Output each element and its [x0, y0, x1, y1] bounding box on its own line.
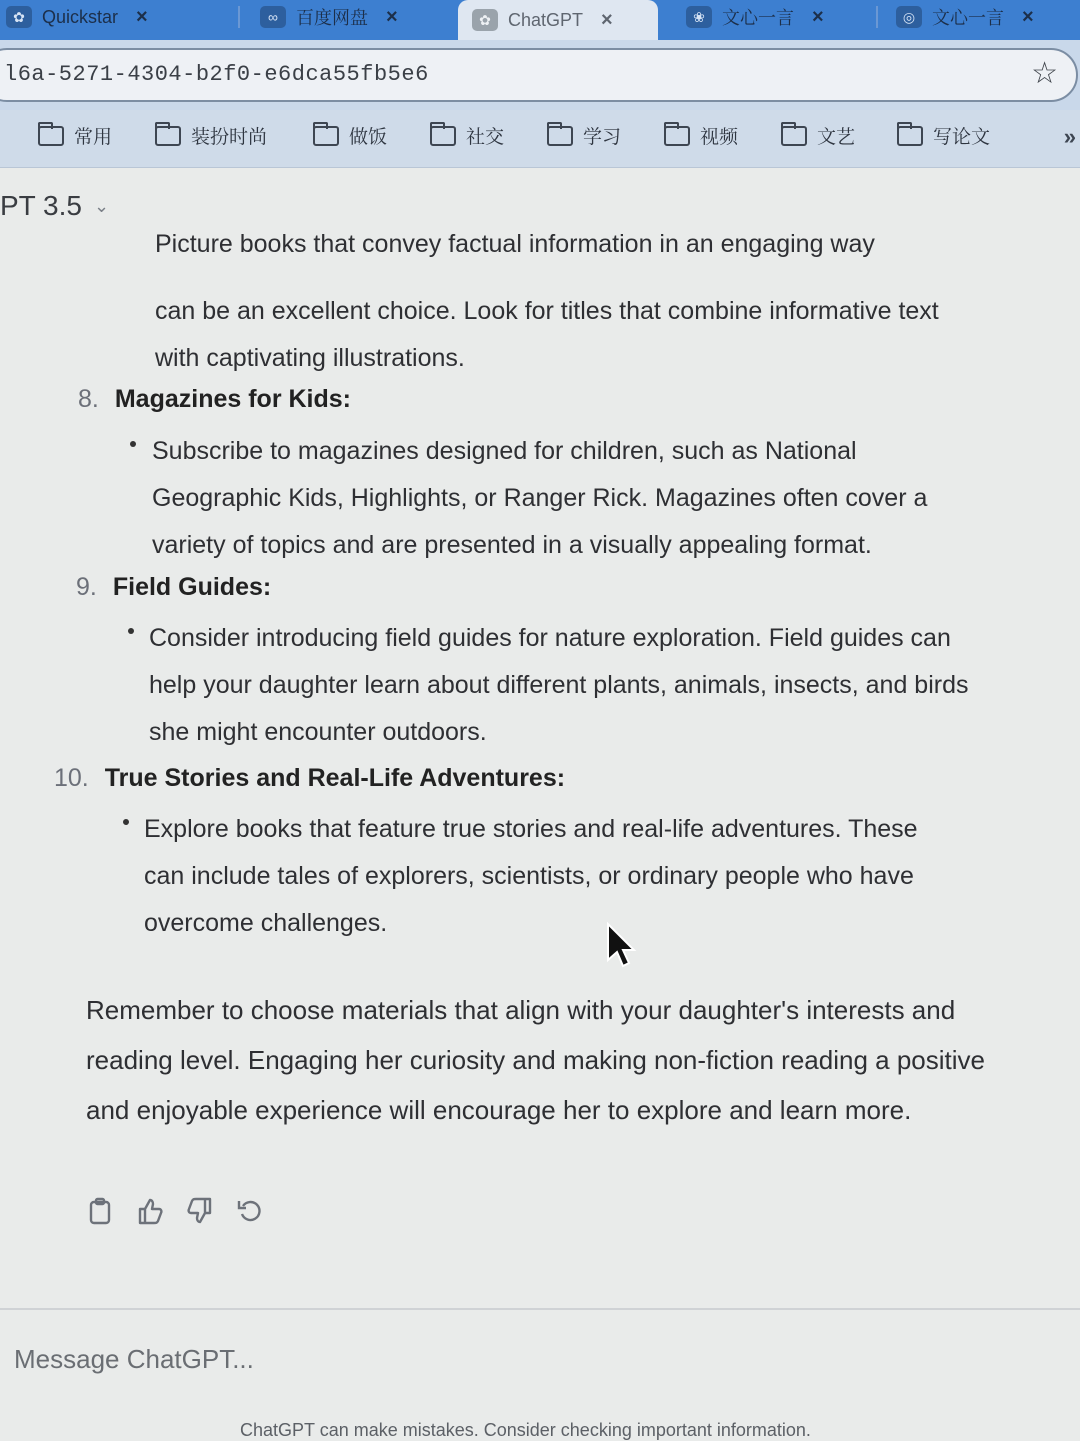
bullet-dot: [123, 819, 129, 825]
bookmark-folder[interactable]: [547, 122, 621, 149]
bullet-dot: [130, 441, 136, 447]
folder-icon: [664, 126, 690, 146]
chatgpt-icon: ✿: [472, 9, 498, 31]
bookmark-label: 装扮时尚: [191, 127, 268, 148]
bookmark-folder[interactable]: [155, 122, 267, 149]
close-icon[interactable]: ×: [386, 5, 398, 28]
star-icon[interactable]: ☆: [1031, 57, 1058, 90]
bookmark-label: 视频: [700, 127, 739, 148]
bookmark-label: 社交: [466, 127, 505, 148]
tab-title: 百度网盘: [296, 8, 368, 28]
bookmark-folder[interactable]: [664, 122, 738, 149]
message-input[interactable]: [14, 1344, 914, 1375]
folder-icon: [781, 126, 807, 146]
regenerate-icon[interactable]: [236, 1196, 264, 1226]
list-item-text: Consider introducing field guides for nature exploration. Field guides can help your daughter learn about different plants, animals, insects, and birds she might encounter outdoors.: [149, 624, 969, 746]
thumbs-down-icon[interactable]: [186, 1196, 214, 1226]
message-actions: [86, 1196, 264, 1226]
composer-divider: [0, 1308, 1080, 1310]
bookmark-label: 常用: [74, 127, 113, 148]
list-item-text: Explore books that feature true stories and real-life adventures. These can include tales of explorers, scientists, or ordinary people who have overcome challenges.: [144, 815, 918, 937]
disclaimer: ChatGPT can make mistakes. Consider checking important information.: [240, 1420, 811, 1440]
list-title: Field Guides:: [112, 573, 272, 601]
model-name: PT 3.5: [0, 190, 82, 221]
partial-line-text: Picture books that convey factual information in an engaging way: [155, 230, 875, 258]
tab-separator: [876, 6, 878, 28]
tab-title: ChatGPT: [508, 9, 584, 30]
partial-line: [155, 230, 875, 267]
mouse-cursor-icon: [606, 922, 636, 973]
browser-toolbar: [0, 40, 1080, 110]
model-selector[interactable]: [0, 190, 109, 222]
tab-separator: [238, 6, 240, 28]
tab-quickstart[interactable]: [0, 0, 228, 34]
bookmark-folder[interactable]: [313, 122, 387, 149]
folder-icon: [897, 126, 923, 146]
thumbs-up-icon[interactable]: [136, 1196, 164, 1226]
tab-title: 文心一言: [932, 8, 1004, 28]
folder-icon: [547, 126, 573, 146]
tab-title: Quickstar: [42, 6, 119, 27]
list-title: True Stories and Real-Life Adventures:: [104, 764, 566, 792]
openai-icon: ✿: [6, 6, 32, 28]
chevron-down-icon: ⌄: [93, 195, 110, 216]
tab-chatgpt[interactable]: [458, 0, 658, 40]
bookmark-folder[interactable]: [430, 122, 504, 149]
tab-title: 文心一言: [722, 8, 794, 28]
wenxin-icon: ◎: [896, 6, 922, 28]
tab-wenxin-1[interactable]: [672, 0, 870, 34]
list-item-text: Subscribe to magazines designed for children, such as National Geographic Kids, Highlights, or Ranger Rick. Magazines often cover a variety of topics and are presented in a visually appealing format.: [152, 437, 928, 559]
folder-icon: [155, 126, 181, 146]
close-icon[interactable]: ×: [812, 5, 824, 28]
list-title: Magazines for Kids:: [114, 385, 352, 413]
list-item-heading: [78, 385, 351, 414]
closing-paragraph: Remember to choose materials that align with your daughter's interests and reading level. Engaging her curiosity and making non-fiction reading a positive and enjoyable experience will encourage her to explore and learn more.: [86, 995, 985, 1125]
folder-icon: [38, 126, 64, 146]
list-item-heading: [54, 764, 565, 793]
close-icon[interactable]: ×: [601, 8, 613, 31]
close-icon[interactable]: ×: [136, 5, 148, 28]
bookmark-folder[interactable]: [897, 122, 990, 149]
baidu-pan-icon: ∞: [260, 6, 286, 28]
composer: [0, 1312, 1080, 1402]
list-number: 10.: [54, 764, 89, 792]
list-number: 8.: [78, 385, 99, 413]
bookmarks-overflow-icon[interactable]: »: [1063, 124, 1076, 149]
bookmark-folder[interactable]: [38, 122, 112, 149]
address-bar[interactable]: [0, 48, 1078, 102]
baidu-paw-icon: ❀: [686, 6, 712, 28]
copy-icon[interactable]: [86, 1196, 114, 1226]
bookmark-label: 学习: [583, 127, 622, 148]
tab-strip: [0, 0, 1080, 40]
bookmark-folder[interactable]: [781, 122, 855, 149]
bookmark-label: 文艺: [817, 127, 856, 148]
tab-wenxin-2[interactable]: [882, 0, 1078, 34]
bookmark-label: 写论文: [933, 127, 991, 148]
bookmark-label: 做饭: [349, 127, 388, 148]
url-text[interactable]: l6a-5271-4304-b2f0-e6dca55fb5e6: [4, 62, 429, 87]
bookmarks-bar: [0, 110, 1080, 168]
bullet-dot: [128, 628, 134, 634]
tab-baidu-pan[interactable]: [246, 0, 446, 34]
folder-icon: [430, 126, 456, 146]
list-item-heading: [76, 573, 271, 602]
close-icon[interactable]: ×: [1022, 5, 1034, 28]
folder-icon: [313, 126, 339, 146]
message-paragraph: can be an excellent choice. Look for titles that combine informative text with captivating illustrations.: [155, 297, 939, 372]
list-number: 9.: [76, 573, 97, 601]
